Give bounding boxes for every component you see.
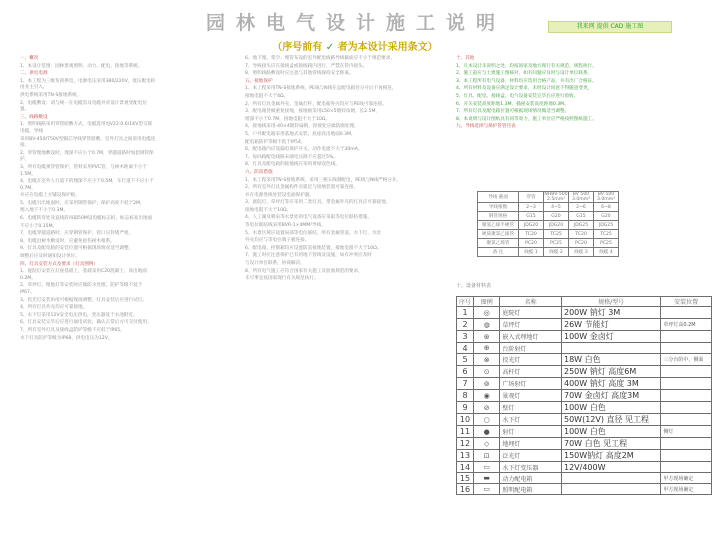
legend-cell-remark: [661, 343, 712, 354]
conductor-cell: 4~5: [544, 203, 569, 212]
legend-cell-name: 投光灯: [500, 354, 562, 366]
legend-cell-no: 4: [457, 343, 474, 354]
legend-row: [457, 390, 712, 402]
spec-line: 未尽事宜按国家现行有关规范执行。: [245, 276, 319, 282]
spec-line: 1、本工程采用TN-S接地系统，PE线与N线在总配电箱处分开后不再相连，: [245, 86, 397, 92]
conductor-cell: JDG25: [594, 221, 619, 230]
legend-cell-name: 动力配电箱: [500, 473, 562, 484]
legend-cell-no: 6: [457, 366, 474, 378]
fixture-symbol-icon: ●: [474, 426, 500, 438]
legend-cell-remark: [661, 390, 712, 402]
spec-line: 5、户外配电箱采用落地式安装，底座高出地面0.3M，: [245, 131, 356, 137]
spec-line: 2、电缆敷设：请与统一在电缆沟及电缆井旁设计景观变配电位置。: [20, 100, 147, 113]
conductor-cell: 导线 截面: [478, 192, 519, 203]
legend-cell-remark: 侧灯: [661, 426, 712, 438]
legend-cell-no: 15: [457, 473, 474, 484]
conductor-cell: BV 500 3.0mm²: [569, 192, 594, 203]
spec-line: 7、所有室外灯具及接线盒防护等级不应低于IP65，: [20, 327, 125, 333]
conductor-cell: G15: [519, 212, 544, 221]
conductor-cell: 备 注: [478, 248, 519, 257]
legend-cell-no: 9: [457, 402, 474, 414]
spec-line: 六、防雷措施: [245, 169, 273, 175]
legend-cell-remark: 甲方现场确定: [661, 484, 712, 495]
legend-header-cell: 名称: [500, 297, 562, 307]
legend-cell-name: 嵌入式埋地灯: [500, 331, 562, 343]
conductor-cell: 线缆 4: [594, 248, 619, 257]
spec-column-1: [20, 56, 156, 343]
spec-line: 1、庭院灯安装在灯座基础上，基础采用C20混凝土，高出地面0.2M。: [20, 269, 147, 281]
legend-cell-name: 草坪灯: [500, 319, 562, 331]
legend-cell-name: 水下灯: [500, 414, 562, 426]
conductor-cell: 聚氯乙烯半硬管: [478, 221, 519, 230]
note-suffix: 者为本设计采用条文）: [337, 42, 438, 53]
legend-cell-remark: [661, 331, 712, 343]
spec-line: 埋深不小于0.7M，接地电阻不大于10Ω。: [245, 116, 330, 122]
spec-line: 一、概况: [20, 56, 39, 61]
spec-line: 供电系统采用TN-S接地系统。: [20, 92, 82, 98]
conductor-cell: 钢管规格: [478, 212, 519, 221]
legend-row: [457, 438, 712, 450]
spec-line: 4、电缆在室外人行道下的埋深不应小于0.5M，车行道下不应小于0.7M，: [20, 179, 154, 191]
legend-cell-name: 壁灯: [500, 402, 562, 414]
legend-cell-no: 3: [457, 331, 474, 343]
legend-cell-spec: 70W 白色 见工程: [561, 438, 660, 450]
fixture-symbol-icon: ▭: [474, 462, 500, 473]
conductor-cell: 导线根数: [478, 203, 519, 212]
spec-line: 5、灯具、配电、接线盒、电气设备安装完毕后应进行验收。: [456, 93, 579, 99]
legend-cell-no: 5: [457, 354, 474, 366]
watermark-stamp: 我来网 提供 CAD 施工图: [548, 21, 672, 33]
fixture-symbol-icon: ⊕: [474, 343, 500, 354]
spec-line: 5、水下灯采用12V安全电压供电，变压器设于水池附近。: [20, 312, 138, 318]
conductor-cell: 硬质聚氯乙烯管: [478, 230, 519, 239]
spec-line: 6、配电箱内应设漏电保护开关，动作电流不大于30mA。: [245, 147, 363, 153]
legend-cell-remark: [661, 438, 712, 450]
legend-row: [457, 414, 712, 426]
legend-cell-spec: 150W钠灯 高度2M: [561, 450, 660, 462]
spec-line: 4、所有灯具外壳均应可靠接地。: [20, 305, 88, 311]
legend-cell-remark: [661, 450, 712, 462]
spec-line: 8、所有电气施工应符合国家有关施工及验收规范的要求，: [245, 268, 363, 274]
spec-line: 2、施工前应与土建施工图核对，如有问题应及时与设计单位联系。: [456, 71, 593, 77]
legend-cell-no: 2: [457, 319, 474, 331]
conductor-cell: JDG20: [544, 221, 569, 230]
spec-line: 水下灯具防护等级为IP68，供电电压为12V。: [20, 335, 113, 341]
spec-line: 6、配电箱、控制箱均应设置防雷接地装置，接地电阻不大于10Ω。: [245, 245, 382, 251]
spec-line: 1、本设计范围：园林景观照明、动力、配电、接地等系统。: [20, 63, 143, 69]
fixture-symbol-icon: ⊛: [474, 331, 500, 343]
fixture-symbol-icon: ⊘: [474, 402, 500, 414]
conductor-cell: 6~8: [594, 203, 619, 212]
legend-cell-spec: 12V/400W: [561, 462, 660, 473]
fixture-symbol-icon: ▭: [474, 484, 500, 495]
legend-cell-spec: 18W 白色: [561, 354, 660, 366]
conductor-row: [478, 192, 619, 203]
conductor-cell: 2~6: [569, 203, 594, 212]
legend-row: [457, 354, 712, 366]
spec-line: 1、凡本设计未说明之处，均按国家及地方现行有关规范、规程执行。: [456, 63, 597, 69]
legend-cell-spec: 100W 白色: [561, 426, 660, 438]
spec-line: 3、庭院灯、草坪灯等应采用二类灯具，带金属外壳的灯具应可靠接地，: [245, 200, 391, 206]
legend-cell-no: 1: [457, 307, 474, 319]
spec-line: 1、本工程采用TN-S接地系统，采用三相五线制配电，PE线与N线严格分开。: [245, 177, 402, 183]
conductor-cell: JDG25: [569, 221, 594, 230]
spec-line: 7、所有灯具及配电箱位置可根据现场情况做适当调整。: [456, 109, 570, 115]
conductor-cell: BV 500 3.0mm²: [594, 192, 619, 203]
conductor-cell: TC20: [569, 230, 594, 239]
conductor-row: [478, 248, 619, 257]
spec-line: 3、所有电缆须穿管保护，管材采用PVC管，与树木距离不小于1.5M。: [20, 164, 147, 177]
legend-cell-remark: [661, 462, 712, 473]
legend-row: [457, 484, 712, 495]
spec-line: 九、导线选择与保护管管径表: [456, 124, 516, 130]
conductor-cell: PC20: [519, 239, 544, 248]
legend-cell-remark: [661, 414, 712, 426]
spec-line: 8、本说明与设计图纸具有同等效力，施工单位应严格按照图纸施工。: [456, 116, 597, 122]
page-title: 园林电气设计施工说明: [205, 12, 506, 34]
spec-line: 不应小于0.15M。: [20, 223, 58, 229]
legend-cell-spec: 26W 节能灯: [561, 319, 660, 331]
spec-line: 2、所有室外灯具金属构件应就近与接地装置可靠连接，: [245, 185, 359, 191]
legend-cell-spec: 200W 钠灯 3M: [561, 307, 660, 319]
spec-line: 7、导线接头应在接线盒或接线箱内进行，严禁在管内接头。: [245, 63, 368, 69]
conductor-cell: TC25: [594, 230, 619, 239]
spec-line: 9、灯具及配电箱的安装位置可根据现场情况适当调整，: [20, 246, 134, 252]
spec-line: 8、灯具及配电箱的接地线应采用黄绿双色线。: [245, 162, 340, 168]
spec-line: 6、开关安装高度距地1.3M，插座安装高度距地0.3M。: [456, 101, 569, 107]
legend-header-row: [457, 297, 712, 307]
spec-line: 等电位联结线采用BVR-1×4MM²导线。: [245, 223, 326, 229]
spec-line: 1、本工程为三级负荷供电，电源电压采用380/220V，低压配电柜由业主引入，: [20, 78, 156, 91]
legend-cell-remark: [661, 366, 712, 378]
legend-cell-remark: 甲方现场确定: [661, 473, 712, 484]
conductor-cell: 2~3: [519, 203, 544, 212]
adopted-clauses-note: [220, 38, 490, 53]
legend-row: [457, 402, 712, 414]
spec-line: 6、灯具安装完毕后应进行通电试验，确认正常后方可交付使用。: [20, 320, 152, 326]
legend-cell-no: 11: [457, 426, 474, 438]
legend-row: [457, 450, 712, 462]
legend-header-cell: 图例: [474, 297, 500, 307]
conductor-cell: 线缆 2: [544, 248, 569, 257]
legend-cell-name: 庭院灯: [500, 307, 562, 319]
legend-row: [457, 378, 712, 390]
legend-cell-name: 台阶射灯: [500, 343, 562, 354]
spec-line: 接地电阻不大于10Ω。: [245, 207, 292, 213]
legend-header-cell: 安装位置: [661, 297, 712, 307]
legend-cell-remark: [661, 307, 712, 319]
spec-line: 采用BV-450/750V型铜芯导线穿管暗敷，室外灯具之间采用电缆连接。: [20, 136, 156, 149]
legend-cell-name: 射灯: [500, 426, 562, 438]
spec-line: 外壳均应与等电位端子板连接。: [245, 238, 310, 244]
fixture-symbol-icon: ⊗: [474, 354, 500, 366]
legend-cell-spec: 70W 金卤灯 高度3M: [561, 390, 660, 402]
spec-line: 3、本工程所有电气设备、材料均应选用合格产品，并有出厂合格证。: [456, 78, 597, 84]
conductor-conduit-table: [477, 191, 619, 257]
spec-line: 接地电阻不大于4Ω。: [245, 93, 289, 99]
legend-cell-no: 16: [457, 484, 474, 495]
legend-cell-remark: 三分台阶中，侧面: [661, 354, 712, 366]
fixture-symbol-icon: ◇: [474, 438, 500, 450]
conductor-row: [478, 212, 619, 221]
legend-header-cell: 序号: [457, 297, 474, 307]
spec-line: 7、电缆穿越道路时，应穿钢管保护，管口应封堵严密。: [20, 231, 134, 237]
legend-cell-no: 8: [457, 390, 474, 402]
legend-cell-name: 水下灯变压器: [500, 462, 562, 473]
spec-line: 并应在电缆上方铺设保护板。: [20, 193, 80, 199]
conductor-cell: TC25: [544, 230, 569, 239]
spec-line: 4、接地线采用-40×4镀锌扁钢，焊接处应做防腐处理。: [245, 124, 359, 130]
conductor-row: [478, 203, 619, 212]
conductor-cell: 线缆 3: [569, 248, 594, 257]
legend-cell-spec: 100W 金卤灯: [561, 331, 660, 343]
spec-line: 3、配电箱处做重复接地，接地极采用L50×5镀锌角钢，长2.5M，: [245, 109, 381, 115]
fixture-symbol-icon: ○: [474, 414, 500, 426]
spec-line: 7、每回路配电线路末端电压降不应超过5%。: [245, 154, 338, 160]
legend-cell-name: 广场射灯: [500, 378, 562, 390]
fixture-symbol-icon: ⊙: [474, 366, 500, 378]
legend-row: [457, 331, 712, 343]
spec-line: 2、草坪灯、埋地灯等安装时应做防水处理，防护等级不低于IP67。: [20, 283, 143, 295]
legend-cell-no: 12: [457, 438, 474, 450]
conductor-cell: JDG20: [519, 221, 544, 230]
spec-line: 与设计单位联系，协商解决。: [245, 261, 305, 267]
legend-row: [457, 343, 712, 354]
spec-line: 2、穿管埋地敷设时，埋深不应小于0.7M，穿越道路时加套钢管保护。: [20, 150, 154, 163]
legend-row: [457, 426, 712, 438]
legend-cell-no: 14: [457, 462, 474, 473]
spec-line: 5、水景区域应设置局部等电位联结，所有金属管道、水下灯、水泵: [245, 230, 382, 236]
fixture-symbol-icon: ⊡: [474, 450, 500, 462]
conductor-cell: G20: [594, 212, 619, 221]
spec-line: 配电箱防护等级不低于IP54。: [245, 139, 306, 145]
spec-line: 二、供电电源: [20, 71, 48, 77]
conductor-cell: PC25: [544, 239, 569, 248]
spec-line: 8、照明线路敷设时应注意与其他管线保持安全距离。: [245, 71, 354, 77]
legend-row: [457, 319, 712, 331]
spec-line: 6、地下埋、架空、埋管布设的室外配电线路导线截面应不小于规范要求，: [245, 56, 395, 61]
spec-line: 并在电源进线处装设电涌保护器。: [245, 192, 314, 198]
spec-line: 3、投光灯安装角度可根据现场调整，灯具安装后应进行试灯。: [20, 297, 147, 303]
note-prefix: （序号前有: [272, 42, 323, 53]
spec-line: 2、所有灯具金属外壳、金属灯杆、配电箱外壳均应与PE线可靠连接。: [245, 101, 387, 107]
legend-cell-no: 13: [457, 450, 474, 462]
legend-cell-name: 地埋灯: [500, 438, 562, 450]
conductor-cell: G20: [544, 212, 569, 221]
spec-line: 埋入地下不小于0.3M。: [20, 208, 69, 214]
fixture-symbol-icon: ⊚: [474, 378, 500, 390]
conductor-cell: G15: [569, 212, 594, 221]
spec-line: 7、施工时应注意保护已有的地下管线及设施，如有冲突应及时: [245, 253, 372, 259]
legend-cell-name: 高杆灯: [500, 366, 562, 378]
spec-line: 4、所有材料及设备应满足设计要求，未经设计同意不得随意变更。: [456, 86, 593, 92]
legend-title: 十、设备材料表: [456, 283, 492, 289]
legend-cell-spec: [561, 484, 660, 495]
spec-column-3: [456, 56, 684, 132]
equipment-legend-table: [456, 296, 712, 495]
spec-column-2: [245, 56, 445, 284]
legend-cell-name: 泛光灯: [500, 450, 562, 462]
fixture-symbol-icon: ▬: [474, 473, 500, 484]
spec-line: 五、接地保护: [245, 78, 273, 84]
legend-row: [457, 462, 712, 473]
legend-cell-spec: [561, 473, 660, 484]
conductor-cell: PC25: [594, 239, 619, 248]
spec-line: 1、照明线路采用穿管暗敷方式，电缆选用YJV22-0.6/1KV型交联电缆，导线: [20, 122, 153, 134]
legend-cell-no: 10: [457, 414, 474, 426]
legend-cell-remark: [661, 402, 712, 414]
legend-cell-name: 景观灯: [500, 390, 562, 402]
spec-line: 4、人工湖及喷泉等水景处的电气设备应采取等电位联结措施，: [245, 215, 372, 221]
spec-line: 调整后应及时通知设计单位。: [20, 254, 80, 260]
checkmark-icon: ✓: [325, 42, 335, 53]
fixture-symbol-icon: ◍: [474, 319, 500, 331]
legend-cell-spec: 250W 钠灯 高度6M: [561, 366, 660, 378]
legend-cell-name: 照明配电箱: [500, 484, 562, 495]
spec-line: 四、灯具安装方式及要求（灯具图例）: [20, 261, 99, 267]
spec-line: 6、电缆转弯处及直线段每隔50M设电缆标志桩，标志桩高出地面: [20, 216, 153, 222]
legend-cell-no: 7: [457, 378, 474, 390]
legend-row: [457, 366, 712, 378]
conductor-cell: NHBV-500 2.5mm²: [544, 192, 568, 202]
legend-row: [457, 307, 712, 319]
conductor-cell: 穿管: [519, 192, 544, 203]
conductor-row: [478, 239, 619, 248]
conductor-cell: 聚氯乙烯管: [478, 239, 519, 248]
legend-cell-spec: 50W(12V) 直径 见工程: [561, 414, 660, 426]
conductor-row: [478, 221, 619, 230]
legend-cell-spec: 400W 钠灯 高度 3M: [561, 378, 660, 390]
fixture-symbol-icon: ◎: [474, 307, 500, 319]
fixture-symbol-icon: ◉: [474, 390, 500, 402]
conductor-cell: 线缆 1: [519, 248, 544, 257]
spec-line: 8、电缆沿树木敷设时，应避免损伤树木根系。: [20, 238, 115, 244]
legend-cell-remark: 草坪灯高0.2M: [661, 319, 712, 331]
spec-line: 十、其他: [456, 56, 475, 61]
conductor-cell: TC20: [519, 230, 544, 239]
spec-line: 三、线路敷设: [20, 114, 48, 120]
conductor-row: [478, 230, 619, 239]
legend-cell-remark: [661, 378, 712, 390]
conductor-cell: PC20: [569, 239, 594, 248]
spec-line: 5、电缆引出地面时，应采用钢管保护，保护高度不低于2M，: [20, 200, 145, 206]
legend-cell-spec: [561, 343, 660, 354]
legend-cell-spec: 100W 白色: [561, 402, 660, 414]
legend-header-cell: 规格/型号: [561, 297, 660, 307]
legend-row: [457, 473, 712, 484]
